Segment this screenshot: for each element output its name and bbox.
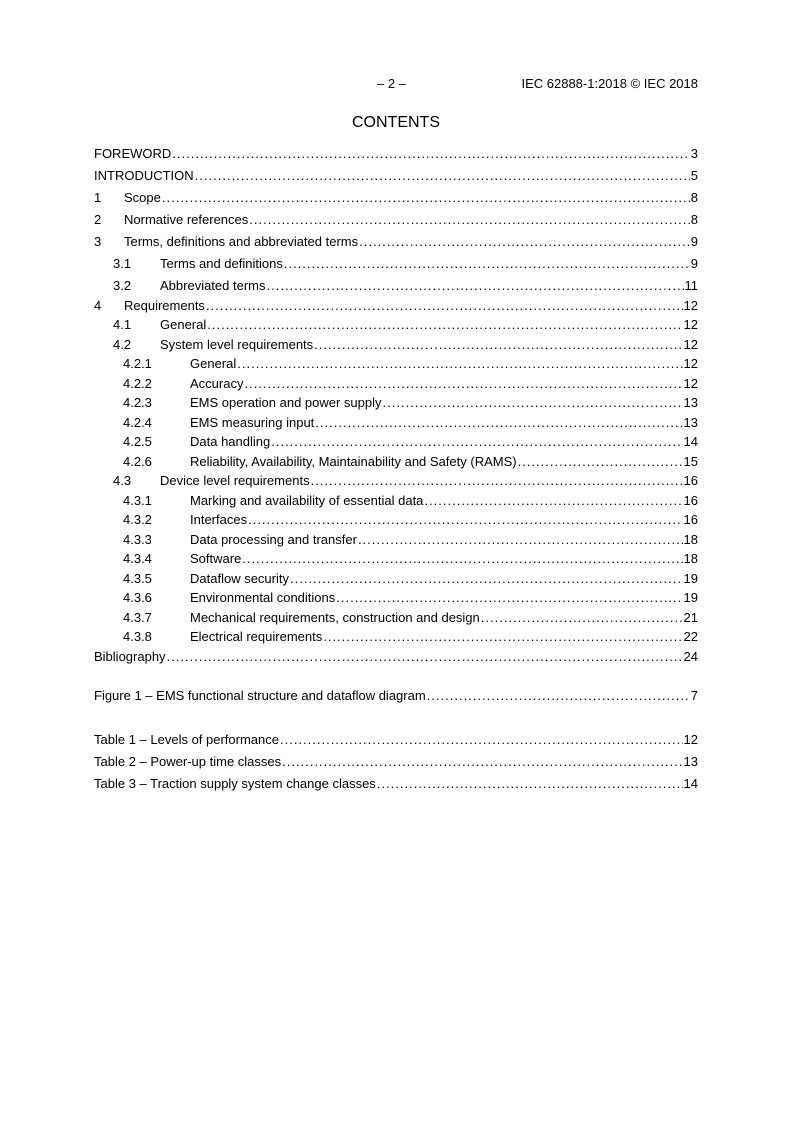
toc-entry[interactable] bbox=[94, 629, 698, 649]
toc-entry-number: 4.2.1 bbox=[123, 356, 152, 371]
toc-leader-dots bbox=[358, 532, 683, 548]
toc-entry[interactable] bbox=[94, 532, 698, 552]
toc-entry[interactable] bbox=[94, 776, 698, 798]
toc-entry-page: 16 bbox=[683, 473, 698, 488]
toc-entry[interactable] bbox=[94, 337, 698, 357]
toc-leader-dots bbox=[427, 688, 690, 704]
toc-sections bbox=[94, 146, 698, 668]
toc-entry-number: 4.3.1 bbox=[123, 492, 152, 508]
toc-leader-dots bbox=[311, 473, 683, 489]
toc-tables bbox=[94, 732, 698, 798]
toc-entry[interactable] bbox=[94, 376, 698, 396]
toc-entry-title: Terms, definitions and abbreviated terms bbox=[124, 234, 359, 249]
page-title: CONTENTS bbox=[352, 114, 440, 131]
toc-entry[interactable] bbox=[94, 493, 698, 513]
toc-leader-dots bbox=[359, 234, 690, 250]
toc-leader-dots bbox=[481, 610, 683, 626]
toc-entry-title: Electrical requirements bbox=[190, 629, 323, 644]
toc-entry-title: Figure 1 – EMS functional structure and dataflow diagram bbox=[94, 688, 426, 703]
page-number: – 2 – bbox=[377, 76, 406, 91]
toc-entry-title: Terms and definitions bbox=[160, 256, 283, 271]
toc-leader-dots bbox=[314, 337, 682, 353]
toc-entry-page: 18 bbox=[683, 531, 698, 547]
toc-leader-dots bbox=[280, 732, 683, 748]
toc-entry[interactable] bbox=[94, 234, 698, 256]
toc-entry-title: Marking and availability of essential data bbox=[190, 492, 424, 508]
toc-entry-number: 2 bbox=[94, 212, 102, 227]
toc-entry-title: Table 2 – Power-up time classes bbox=[94, 754, 282, 769]
toc-entry-title: Environmental conditions bbox=[190, 590, 336, 605]
toc-entry-title: Bibliography bbox=[94, 648, 166, 664]
toc-entry-page: 12 bbox=[683, 297, 698, 313]
toc-entry[interactable] bbox=[94, 146, 698, 168]
toc-entry-page: 13 bbox=[683, 395, 698, 410]
toc-entry-page: 11 bbox=[684, 278, 698, 293]
toc-entry-number: 4.3.2 bbox=[123, 512, 152, 527]
toc-entry-number: 4.3.3 bbox=[123, 531, 152, 547]
toc-entry-page: 21 bbox=[683, 609, 698, 625]
toc-entry[interactable] bbox=[94, 298, 698, 318]
toc-entry-title: Normative references bbox=[124, 212, 249, 227]
toc-entry[interactable] bbox=[94, 571, 698, 591]
toc-entry-title: Table 3 – Traction supply system change classes bbox=[94, 776, 376, 791]
toc-leader-dots bbox=[323, 629, 682, 645]
toc-entry-page: 8 bbox=[690, 212, 698, 227]
toc-entry-page: 14 bbox=[683, 776, 698, 791]
toc-entry-number: 4.2.2 bbox=[123, 375, 152, 391]
toc-entry[interactable] bbox=[94, 395, 698, 415]
toc-entry-page: 22 bbox=[683, 629, 698, 644]
toc-entry[interactable] bbox=[94, 256, 698, 278]
toc-leader-dots bbox=[383, 395, 683, 411]
toc-entry-number: 4.3.4 bbox=[123, 551, 152, 566]
toc-entry[interactable] bbox=[94, 754, 698, 776]
toc-entry-title: Requirements bbox=[124, 297, 205, 313]
toc-entry-title: Table 1 – Levels of performance bbox=[94, 732, 279, 747]
toc-entry-title: Accuracy bbox=[190, 375, 244, 391]
toc-leader-dots bbox=[336, 590, 682, 606]
toc-entry-number: 3 bbox=[94, 234, 102, 249]
toc-entry[interactable] bbox=[94, 473, 698, 493]
page-header bbox=[94, 76, 698, 92]
toc-entry-page: 7 bbox=[690, 688, 698, 703]
toc-entry-number: 4.3 bbox=[113, 473, 132, 488]
toc-entry-number: 4.3.8 bbox=[123, 629, 152, 644]
toc-entry-page: 16 bbox=[683, 512, 698, 527]
toc-entry[interactable] bbox=[94, 190, 698, 212]
toc-entry-number: 4.1 bbox=[113, 317, 132, 332]
toc-leader-dots bbox=[248, 512, 682, 528]
toc-entry-page: 8 bbox=[690, 190, 698, 205]
toc-entry-title: Mechanical requirements, construction and design bbox=[190, 609, 480, 625]
toc-leader-dots bbox=[167, 649, 683, 665]
toc-leader-dots bbox=[271, 434, 682, 450]
toc-entry-number: 4.2 bbox=[113, 336, 132, 352]
toc-entry-title: Abbreviated terms bbox=[160, 278, 266, 293]
toc-leader-dots bbox=[242, 551, 682, 567]
toc-entry-page: 16 bbox=[683, 492, 698, 508]
toc-entry[interactable] bbox=[94, 434, 698, 454]
toc-entry[interactable] bbox=[94, 278, 698, 298]
toc-entry[interactable] bbox=[94, 649, 698, 669]
toc-leader-dots bbox=[172, 146, 689, 162]
toc-entry-page: 13 bbox=[683, 754, 698, 769]
toc-leader-dots bbox=[244, 376, 682, 392]
toc-entry-title: Data handling bbox=[190, 434, 271, 449]
toc-entry-number: 4.2.6 bbox=[123, 453, 152, 469]
toc-entry[interactable] bbox=[94, 168, 698, 190]
toc-entry-title: FOREWORD bbox=[94, 146, 172, 161]
toc-entry-page: 14 bbox=[683, 434, 698, 449]
toc-entry-page: 12 bbox=[683, 375, 698, 391]
toc-entry-number: 3.1 bbox=[113, 256, 132, 271]
toc-entry-title: Software bbox=[190, 551, 242, 566]
toc-entry-page: 13 bbox=[683, 414, 698, 430]
toc-entry-page: 9 bbox=[690, 256, 698, 271]
toc-entry-page: 12 bbox=[683, 317, 698, 332]
toc-entry-number: 3.2 bbox=[113, 278, 132, 293]
toc-entry-number: 1 bbox=[94, 190, 102, 205]
toc-leader-dots bbox=[237, 356, 682, 372]
toc-entry-title: INTRODUCTION bbox=[94, 168, 194, 183]
toc-entry[interactable] bbox=[94, 415, 698, 435]
toc-entry-page: 15 bbox=[683, 453, 698, 469]
toc-entry-page: 19 bbox=[683, 570, 698, 586]
toc-leader-dots bbox=[207, 317, 682, 333]
toc-entry-page: 24 bbox=[683, 648, 698, 664]
toc-leader-dots bbox=[206, 298, 683, 314]
toc-entry-page: 12 bbox=[683, 336, 698, 352]
toc-entry[interactable] bbox=[94, 688, 698, 710]
toc-entry[interactable] bbox=[94, 610, 698, 630]
toc-entry[interactable] bbox=[94, 454, 698, 474]
toc-leader-dots bbox=[267, 278, 684, 294]
toc-entry-number: 4.2.5 bbox=[123, 434, 152, 449]
toc-entry-page: 9 bbox=[690, 234, 698, 249]
toc-entry-page: 18 bbox=[683, 551, 698, 566]
toc-leader-dots bbox=[518, 454, 683, 470]
toc-entry-number: 4.3.5 bbox=[123, 570, 152, 586]
toc-entry-page: 12 bbox=[683, 732, 698, 747]
toc-leader-dots bbox=[162, 190, 690, 206]
toc-entry-page: 12 bbox=[683, 356, 698, 371]
toc-entry-title: EMS measuring input bbox=[190, 414, 315, 430]
toc-entry-number: 4 bbox=[94, 297, 102, 313]
toc-leader-dots bbox=[315, 415, 682, 431]
toc-figures bbox=[94, 688, 698, 710]
toc-entry-title: Data processing and transfer bbox=[190, 531, 357, 547]
toc-entry-page: 3 bbox=[690, 146, 698, 161]
toc-entry-title: Interfaces bbox=[190, 512, 248, 527]
toc-entry-title: System level requirements bbox=[160, 336, 314, 352]
toc-entry-title: Reliability, Availability, Maintainability and Safety (RAMS) bbox=[190, 453, 517, 469]
toc-entry-number: 4.2.4 bbox=[123, 414, 152, 430]
toc-entry-page: 19 bbox=[683, 590, 698, 605]
toc-entry[interactable] bbox=[94, 732, 698, 754]
toc-entry-title: Scope bbox=[124, 190, 161, 205]
toc-entry[interactable] bbox=[94, 212, 698, 234]
toc-entry-title: EMS operation and power supply bbox=[190, 395, 382, 410]
toc-entry[interactable] bbox=[94, 317, 698, 337]
toc-entry-number: 4.3.7 bbox=[123, 609, 152, 625]
toc-entry-title: General bbox=[160, 317, 207, 332]
toc-entry-title: Dataflow security bbox=[190, 570, 289, 586]
toc-leader-dots bbox=[377, 776, 683, 792]
toc-leader-dots bbox=[249, 212, 689, 228]
toc-entry-title: Device level requirements bbox=[160, 473, 310, 488]
document-id: IEC 62888-1:2018 © IEC 2018 bbox=[521, 76, 698, 91]
toc-leader-dots bbox=[424, 493, 682, 509]
toc-entry-number: 4.2.3 bbox=[123, 395, 152, 410]
toc-entry[interactable] bbox=[94, 356, 698, 376]
toc-entry-page: 5 bbox=[690, 168, 698, 183]
toc-entry-number: 4.3.6 bbox=[123, 590, 152, 605]
toc-entry-title: General bbox=[190, 356, 237, 371]
toc-leader-dots bbox=[195, 168, 690, 184]
toc-entry[interactable] bbox=[94, 590, 698, 610]
toc-leader-dots bbox=[290, 571, 683, 587]
toc-leader-dots bbox=[284, 256, 690, 272]
toc-leader-dots bbox=[282, 754, 682, 770]
toc-entry[interactable] bbox=[94, 512, 698, 532]
toc-entry[interactable] bbox=[94, 551, 698, 571]
